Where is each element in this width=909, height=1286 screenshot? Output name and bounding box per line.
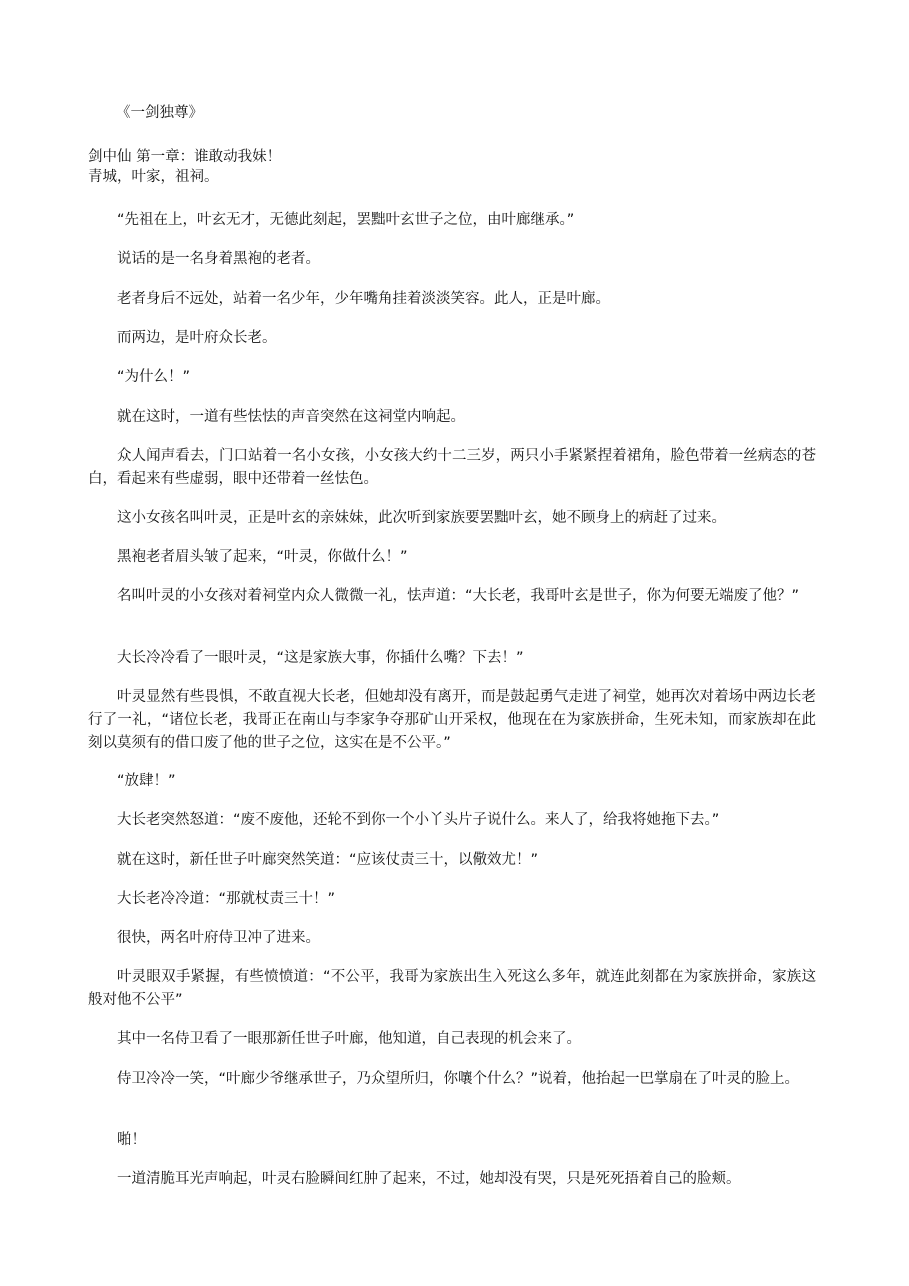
chapter-heading: 剑中仙 第一章：谁敢动我妹！ [88, 149, 282, 165]
paragraph: 大长老冷冷道：“那就杖责三十！” [117, 891, 336, 907]
paragraph: 黑袍老者眉头皱了起来，“叶灵，你做什么！” [117, 549, 408, 565]
paragraph: 就在这时，一道有些怯怯的声音突然在这祠堂内响起。 [117, 409, 465, 425]
paragraph: 说话的是一名身着黑袍的老者。 [117, 251, 320, 267]
paragraph: 侍卫冷冷一笑，“叶廊少爷继承世子，乃众望所归，你嚷个什么？”说着，他抬起一巴掌扇在了叶灵的脸上。 [117, 1071, 800, 1087]
paragraph: 啪！ [117, 1132, 146, 1148]
paragraph: 而两边，是叶府众长老。 [117, 330, 277, 346]
book-title: 《一剑独尊》 [116, 105, 203, 121]
paragraph: 大长老突然怒道：“废不废他，还轮不到你一个小丫头片子说什么。来人了，给我将她拖下去。” [117, 812, 720, 828]
paragraph: “先祖在上，叶玄无才，无德此刻起，罢黜叶玄世子之位，由叶廊继承。” [117, 212, 575, 228]
paragraph: 众人闻声看去，门口站着一名小女孩，小女孩大约十二三岁，两只小手紧紧捏着裙角，脸色带着一丝病态的苍白，看起来有些虚弱，眼中还带着一丝怯色。 [88, 448, 816, 487]
paragraph: 大长冷冷看了一眼叶灵，“这是家族大事，你插什么嘴？下去！” [117, 650, 524, 666]
paragraph: 这小女孩名叫叶灵，正是叶玄的亲妹妹，此次听到家族要罢黜叶玄，她不顾身上的病赶了过来。 [117, 510, 726, 526]
setting-line: 青城，叶家，祖祠。 [88, 169, 219, 185]
paragraph: 老者身后不远处，站着一名少年，少年嘴角挂着淡淡笑容。此人，正是叶廊。 [117, 291, 610, 307]
paragraph: 其中一名侍卫看了一眼那新任世子叶廊，他知道，自己表现的机会来了。 [117, 1031, 581, 1047]
paragraph: 叶灵眼双手紧握，有些愤愤道：“不公平，我哥为家族出生入死这么多年，就连此刻都在为家族拼命，家族这般对他不公平” [88, 969, 816, 1008]
paragraph: 名叫叶灵的小女孩对着祠堂内众人微微一礼，怯声道：“大长老，我哥叶玄是世子，你为何要无端废了他？” [117, 588, 800, 604]
paragraph: “放肆！” [117, 773, 176, 789]
paragraph: 一道清脆耳光声响起，叶灵右脸瞬间红肿了起来，不过，她却没有哭，只是死死捂着自己的脸颊。 [117, 1171, 741, 1187]
paragraph: 叶灵显然有些畏惧，不敢直视大长老，但她却没有离开，而是鼓起勇气走进了祠堂，她再次对着场中两边长老行了一礼，“诸位长老，我哥正在南山与李家争夺那矿山开采权，他现在在为家族拼命，生死未知，而家族却在此刻以莫须有的借口废了他的世子之位，这实在是不公平。” [88, 689, 816, 751]
paragraph: 很快，两名叶府侍卫冲了进来。 [117, 930, 320, 946]
paragraph: “为什么！” [117, 369, 191, 385]
paragraph: 就在这时，新任世子叶廊突然笑道：“应该仗责三十，以儆效尤！” [117, 852, 539, 868]
